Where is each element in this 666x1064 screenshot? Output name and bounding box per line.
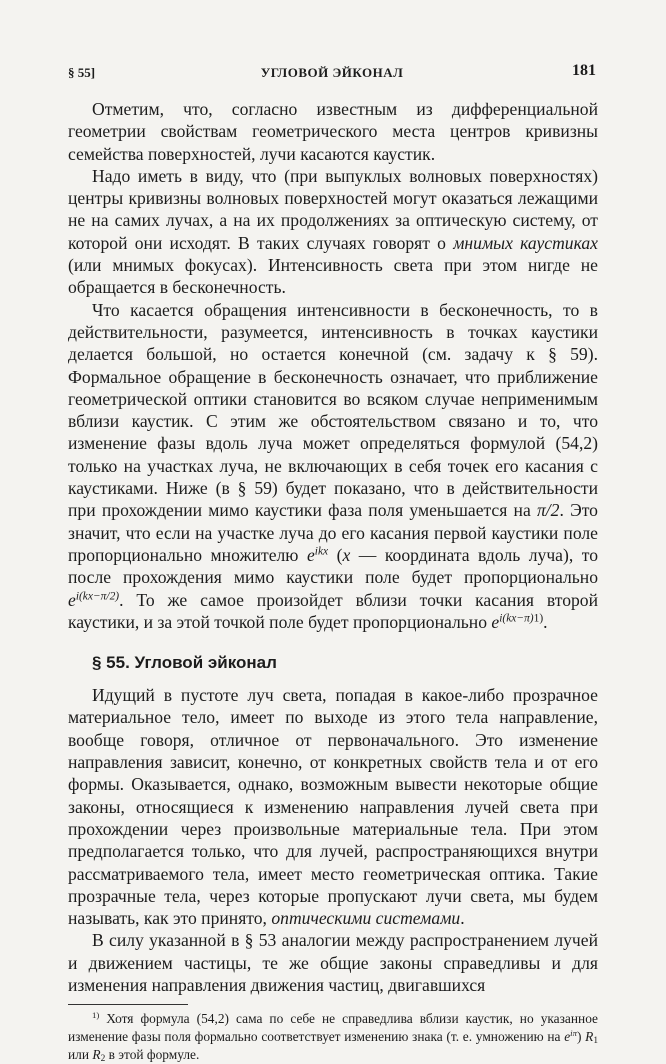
footnote-divider [68, 1004, 188, 1005]
paragraph-particle-analogy: В силу указанной в § 53 аналогии между распространением лучей и движением частицы, те же общие законы справедливы и для изменения направления движения частиц, двигавшихся [68, 930, 598, 995]
page-body [68, 98, 598, 1064]
footnote-ref: 1) [533, 612, 544, 625]
header-section: § 55] [68, 65, 96, 80]
term-optical-systems: оптическими системами [271, 908, 461, 929]
footnote: $^{1)}$ Хотя формула (54,2) сама по себе не справедлива вблизи каустик, но указанное изменение фазы поля формально соответствует изменению знака (т. е. умножению на $e^{i\pi}$) $R_1$ или $R_2$ в этой формуле. [68, 1010, 599, 1064]
page-number: 181 [572, 62, 596, 79]
header-title: УГЛОВОЙ ЭЙКОНАЛ [260, 65, 404, 80]
footnote-mark: 1) [92, 1010, 100, 1021]
section-heading: § 55. Угловой эйконал [92, 653, 277, 673]
paragraph-intensity-infinity: Что касается обращения интенсивности в бесконечность, то в действительности, разумеется, интенсивность в точках каустики делается большой, но остается конечной (см. задачу к § 59). Формальное обращение в бесконечность означает, что приближение геометрической оптики становится во всяком случае неприменимым вблизи каустик. С этим же обстоятельством связано и то, что изменение фазы вдоль луча может определяться формулой (54,2) только на участках луча, не включающих в себя точек его касания с каустиками. Ниже (в § 59) будет показано, что в действительности при прохождении мимо каустики фаза поля уменьшается на π/2. Это значит, что если на участке луча до его касания первой каустики поле пропорционально множителю $e^{ikx}$ (x — координата вдоль луча), то после прохождения мимо каустики поле будет пропорционально $e^{i(kx-\pi/2)}$. То же самое произойдет вблизи точки касания второй каустики, и за этой точкой поле будет пропорционально $e^{i(kx-\pi)1)}$. [68, 299, 598, 632]
paragraph-caustics-tangent: Отметим, что, согласно известным из дифференциальной геометрии свойствам геометрического места центров кривизны семейства поверхностей, лучи касаются каустик. [68, 99, 598, 164]
paragraph-optical-systems: Идущий в пустоте луч света, попадая в какое-либо прозрачное материальное тело, имеет по выходе из этого тела направление, вообще говоря, отличное от первоначального. Это изменение направления зависит, конечно, от конкретных свойств тела и от его формы. Оказывается, однако, возможным вывести некоторые общие законы, относящиеся к изменению направления лучей света при прохождении через произвольные материальные тела. При этом предполагается только, что для лучей, распространяющихся внутри рассматриваемого тела, имеет место геометрическая оптика. Такие прозрачные тела, через которые пропускают лучи света, мы будем называть, как это принято, оптическими системами. [68, 685, 598, 929]
paragraph-virtual-caustics: Надо иметь в виду, что (при выпуклых волновых поверхностях) центры кривизны волновых поверхностей могут оказаться лежащими не на самих лучах, а на их продолжениях за оптическую систему, от которой они исходят. В таких случаях говорят о мнимых каустиках (или мнимых фокусах). Интенсивность света при этом нигде не обращается в бесконечность. [68, 165, 598, 298]
term-virtual-caustics: мнимых каустиках [453, 232, 598, 253]
running-header [68, 62, 596, 86]
